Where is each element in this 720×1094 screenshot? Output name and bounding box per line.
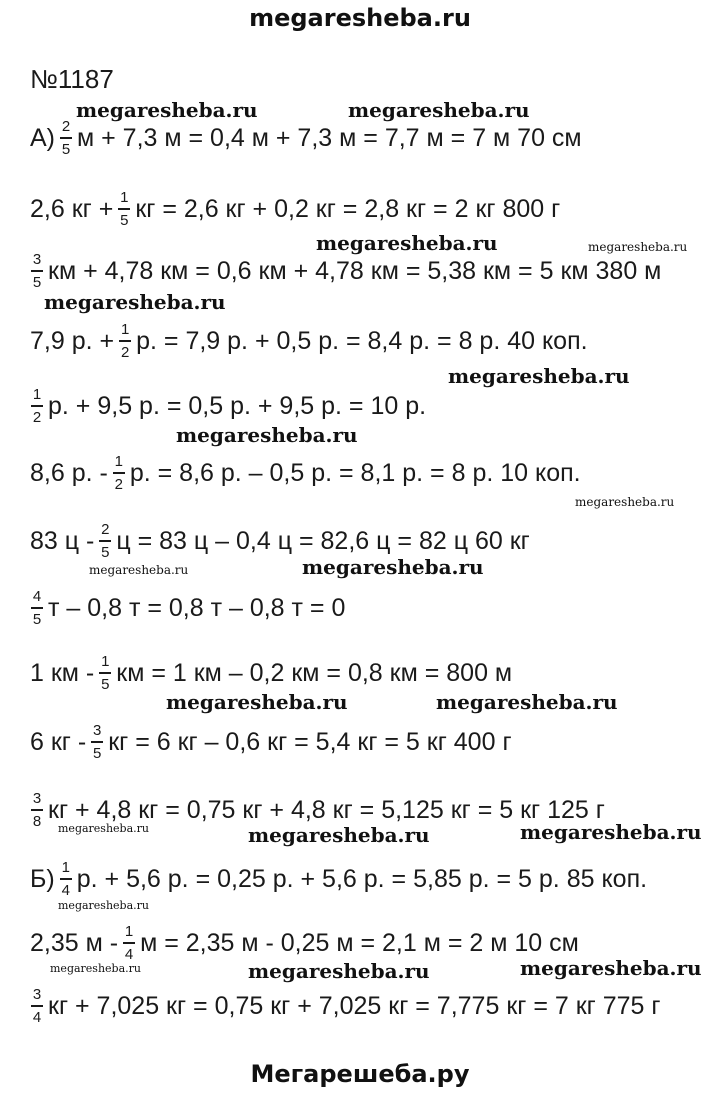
fraction-bar [31, 405, 43, 407]
fraction-bar [60, 878, 72, 880]
fraction-numerator: 1 [114, 453, 123, 471]
fraction [60, 860, 72, 898]
fraction [99, 522, 111, 560]
fraction-denominator: 4 [124, 945, 134, 963]
expression-prefix: 1 км - [30, 658, 95, 687]
site-header: megaresheba.ru [249, 4, 471, 32]
equation-line [30, 580, 345, 636]
expression-rest: р. = 8,6 р. – 0,5 р. = 8,1 р. = 8 р. 10 коп. [129, 458, 581, 487]
expression-rest: р. + 9,5 р. = 0,5 р. + 9,5 р. = 10 р. [48, 391, 427, 420]
watermark: megaresheba.ru [176, 423, 358, 447]
fraction [31, 791, 43, 829]
fraction-denominator: 5 [93, 744, 102, 762]
watermark: megaresheba.ru [50, 962, 141, 975]
fraction [119, 322, 131, 360]
fraction [118, 190, 130, 228]
fraction-bar [31, 607, 43, 609]
expression-prefix: 8,6 р. - [30, 458, 108, 487]
fraction-denominator: 2 [114, 475, 123, 493]
expression-prefix: 6 кг - [30, 727, 87, 756]
fraction-bar [119, 340, 131, 342]
fraction-denominator: 2 [32, 408, 42, 426]
fraction-bar [31, 1005, 43, 1007]
fraction-bar [118, 208, 130, 210]
expression-rest: р. = 7,9 р. + 0,5 р. = 8,4 р. = 8 р. 40 коп. [136, 326, 588, 355]
watermark: megaresheba.ru [58, 822, 149, 835]
equation-line [30, 978, 661, 1034]
fraction-numerator: 1 [120, 321, 130, 339]
equation-line [30, 445, 581, 501]
fraction-bar [99, 672, 111, 674]
fraction-numerator: 3 [93, 722, 102, 740]
watermark: megaresheba.ru [76, 98, 258, 122]
watermark: megaresheba.ru [44, 290, 226, 314]
fraction-bar [113, 472, 125, 474]
watermark: megaresheba.ru [166, 690, 348, 714]
fraction [99, 654, 111, 692]
fraction [31, 252, 43, 290]
equation-line [30, 714, 512, 770]
expression-rest: кг + 4,8 кг = 0,75 кг + 4,8 кг = 5,125 кг = 5 кг 125 г [48, 795, 605, 824]
fraction-denominator: 5 [32, 273, 42, 291]
equation-line [30, 313, 588, 369]
fraction [91, 723, 103, 761]
expression-rest: кг = 6 кг – 0,6 кг = 5,4 кг = 5 кг 400 г [108, 727, 512, 756]
fraction-numerator: 2 [101, 521, 110, 539]
fraction-bar [123, 942, 135, 944]
watermark: megaresheba.ru [316, 231, 498, 255]
fraction-numerator: 3 [32, 986, 42, 1004]
site-footer: Мегарешеба.ру [250, 1060, 470, 1088]
expression-rest: м + 7,3 м = 0,4 м + 7,3 м = 7,7 м = 7 м 70 см [77, 123, 582, 152]
watermark: megaresheba.ru [520, 956, 702, 980]
equation-line [30, 181, 560, 237]
watermark: megaresheba.ru [58, 899, 149, 912]
fraction [113, 454, 125, 492]
expression-rest: р. + 5,6 р. = 0,25 р. + 5,6 р. = 5,85 р. = 5 р. 85 коп. [76, 864, 648, 893]
fraction-denominator: 5 [32, 610, 42, 628]
watermark: megaresheba.ru [588, 240, 688, 254]
fraction-denominator: 5 [101, 675, 110, 693]
fraction-numerator: 1 [32, 386, 42, 404]
fraction-denominator: 2 [120, 343, 130, 361]
watermark: megaresheba.ru [575, 495, 675, 509]
fraction-denominator: 5 [101, 543, 110, 561]
expression-rest: м = 2,35 м - 0,25 м = 2,1 м = 2 м 10 см [140, 928, 579, 957]
expression-rest: т – 0,8 т = 0,8 т – 0,8 т = 0 [48, 593, 346, 622]
expression-rest: км = 1 км – 0,2 км = 0,8 км = 800 м [116, 658, 513, 687]
fraction-bar [99, 540, 111, 542]
fraction-bar [31, 270, 43, 272]
fraction-bar [91, 741, 103, 743]
fraction-bar [60, 137, 72, 139]
fraction-denominator: 8 [32, 812, 42, 830]
fraction-denominator: 5 [120, 211, 129, 229]
expression-prefix: 2,6 кг + [30, 194, 114, 223]
part-label: А) [30, 123, 55, 152]
fraction-numerator: 1 [120, 189, 129, 207]
expression-prefix: 83 ц - [30, 526, 95, 555]
fraction [31, 589, 43, 627]
fraction-denominator: 4 [32, 1008, 42, 1026]
fraction-numerator: 3 [32, 251, 42, 269]
fraction-numerator: 1 [61, 859, 70, 877]
watermark: megaresheba.ru [520, 820, 702, 844]
expression-prefix: 2,35 м - [30, 928, 119, 957]
fraction [31, 987, 43, 1025]
watermark: megaresheba.ru [89, 563, 189, 577]
expression-rest: км + 4,78 км = 0,6 км + 4,78 км = 5,38 км = 5 км 380 м [48, 256, 662, 285]
watermark: megaresheba.ru [436, 690, 618, 714]
fraction-denominator: 4 [61, 881, 70, 899]
fraction-numerator: 1 [124, 923, 134, 941]
expression-prefix: 7,9 р. + [30, 326, 115, 355]
fraction [31, 387, 43, 425]
expression-rest: кг + 7,025 кг = 0,75 кг + 7,025 кг = 7,775 кг = 7 кг 775 г [48, 991, 661, 1020]
fraction-denominator: 5 [61, 140, 71, 158]
fraction [60, 119, 72, 157]
watermark: megaresheba.ru [302, 555, 484, 579]
watermark: megaresheba.ru [248, 959, 430, 983]
expression-rest: кг = 2,6 кг + 0,2 кг = 2,8 кг = 2 кг 800 г [135, 194, 561, 223]
watermark: megaresheba.ru [248, 823, 430, 847]
fraction [123, 924, 135, 962]
fraction-numerator: 1 [101, 653, 110, 671]
fraction-numerator: 2 [61, 118, 71, 136]
watermark: megaresheba.ru [448, 364, 630, 388]
fraction-numerator: 3 [32, 790, 42, 808]
part-label: Б) [30, 864, 55, 893]
fraction-bar [31, 809, 43, 811]
fraction-numerator: 4 [32, 588, 42, 606]
task-number: №1187 [30, 64, 114, 94]
watermark: megaresheba.ru [348, 98, 530, 122]
expression-rest: ц = 83 ц – 0,4 ц = 82,6 ц = 82 ц 60 кг [116, 526, 530, 555]
